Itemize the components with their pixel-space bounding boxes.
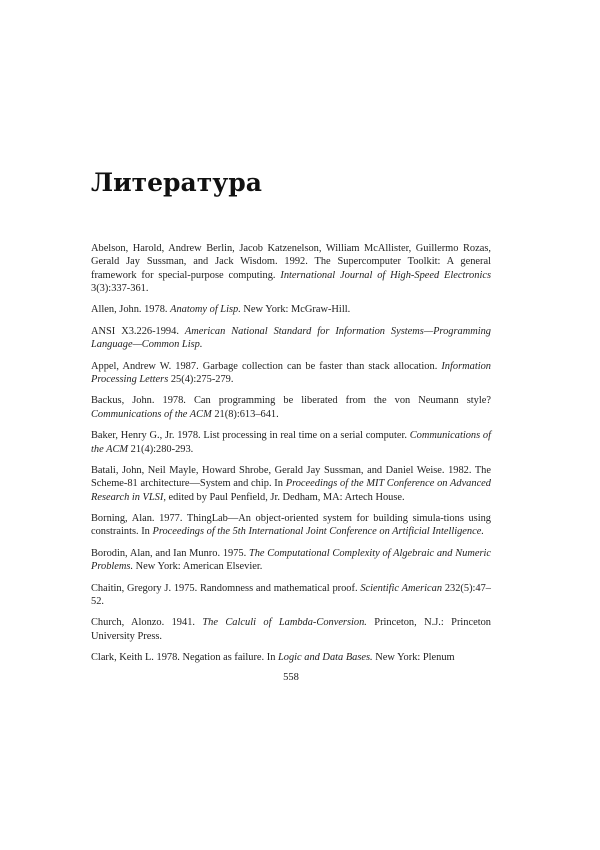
reference-item: Church, Alonzo. 1941. The Calculi of Lambda-Conversion. Princeton, N.J.: Princeton University Press. [91, 617, 491, 642]
reference-item: Batali, John, Neil Mayle, Howard Shrobe, Gerald Jay Sussman, and Daniel Weise. 1982. The Scheme-81 architecture—System and chip. In Proceedings of the MIT Conference on Advanced Research in VLSI, edited by Paul Penfield, Jr. Dedham, MA: Artech House. [91, 464, 491, 503]
page-title: Литература [91, 168, 262, 197]
reference-item: Abelson, Harold, Andrew Berlin, Jacob Katzenelson, William McAllister, Guillermo Rozas, Gerald Jay Sussman, and Jack Wisdom. 1992. The Supercomputer Toolkit: A general framework for special-purpose computing. International Journal of High-Speed Electronics 3(3):337-361. [91, 243, 491, 294]
page-number: 558 [283, 672, 299, 683]
reference-item: Appel, Andrew W. 1987. Garbage collection can be faster than stack allocation. Information Processing Letters 25(4):275-279. [91, 360, 491, 385]
reference-item: Borning, Alan. 1977. ThingLab—An object-oriented system for building simula-tions using constraints. In Proceedings of the 5th International Joint Conference on Artificial Intelligence. [91, 513, 491, 538]
reference-item: Baker, Henry G., Jr. 1978. List processing in real time on a serial computer. Communications of the ACM 21(4):280-293. [91, 430, 492, 455]
reference-item: ANSI X3.226-1994. American National Standard for Information Systems—Programming Language—Common Lisp. [91, 325, 491, 351]
reference-item: Chaitin, Gregory J. 1975. Randomness and mathematical proof. Scientific American 232(5):47–52. [91, 582, 491, 607]
reference-item: Borodin, Alan, and Ian Munro. 1975. The Computational Complexity of Algebraic and Numeric Problems. New York: American Elsevier. [91, 547, 491, 573]
reference-item: Clark, Keith L. 1978. Negation as failure. In Logic and Data Bases. New York: Plenum [91, 652, 455, 664]
reference-list [91, 242, 491, 673]
reference-item: Backus, John. 1978. Can programming be liberated from the von Neumann style? Communications of the ACM 21(8):613–641. [91, 395, 491, 420]
reference-item: Allen, John. 1978. Anatomy of Lisp. New York: McGraw-Hill. [91, 304, 351, 316]
